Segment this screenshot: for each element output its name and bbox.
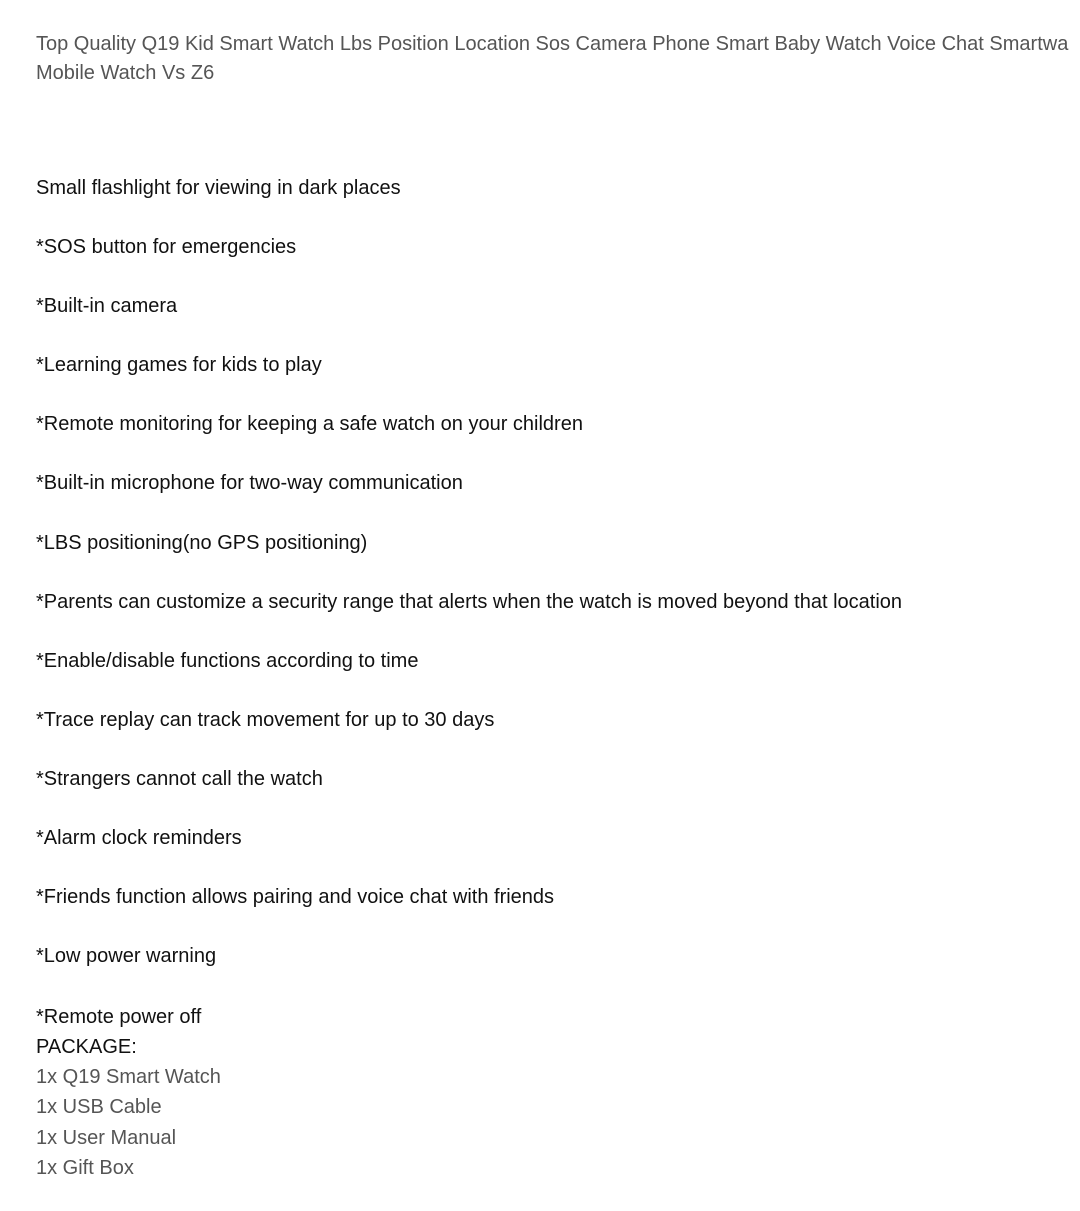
- feature-item: *Learning games for kids to play: [36, 354, 322, 377]
- product-title: [36, 30, 1080, 88]
- feature-item: *Trace replay can track movement for up to 30 days: [36, 708, 495, 731]
- package-item: 1x Gift Box: [36, 1156, 134, 1179]
- feature-item: *Remote power off: [36, 1006, 202, 1028]
- feature-item: *SOS button for emergencies: [36, 236, 297, 259]
- product-title-line-2: Mobile Watch Vs Z6: [36, 62, 215, 84]
- package-item: 1x User Manual: [36, 1126, 177, 1149]
- package-heading: PACKAGE:: [36, 1036, 137, 1058]
- feature-item: *Built-in microphone for two-way communication: [36, 472, 463, 495]
- feature-item: *Strangers cannot call the watch: [36, 767, 323, 790]
- feature-item: *Alarm clock reminders: [36, 827, 242, 850]
- product-title-line-1: Top Quality Q19 Kid Smart Watch Lbs Position Location Sos Camera Phone Smart Baby Watch Voice Chat Smartwa: [36, 33, 1069, 55]
- feature-item: Small flashlight for viewing in dark places: [36, 177, 401, 199]
- feature-item: *Low power warning: [36, 945, 217, 968]
- package-list: [36, 1062, 221, 1183]
- feature-item: *Built-in camera: [36, 295, 178, 318]
- package-section: [36, 1002, 221, 1183]
- feature-item: *LBS positioning(no GPS positioning): [36, 531, 368, 554]
- feature-list: [36, 174, 902, 1001]
- feature-item: *Friends function allows pairing and voice chat with friends: [36, 886, 555, 909]
- package-item: 1x Q19 Smart Watch: [36, 1066, 221, 1088]
- package-item: 1x USB Cable: [36, 1096, 162, 1119]
- feature-item: *Enable/disable functions according to time: [36, 649, 419, 672]
- feature-item: *Remote monitoring for keeping a safe watch on your children: [36, 413, 583, 436]
- feature-item: *Parents can customize a security range that alerts when the watch is moved beyond that location: [36, 590, 903, 613]
